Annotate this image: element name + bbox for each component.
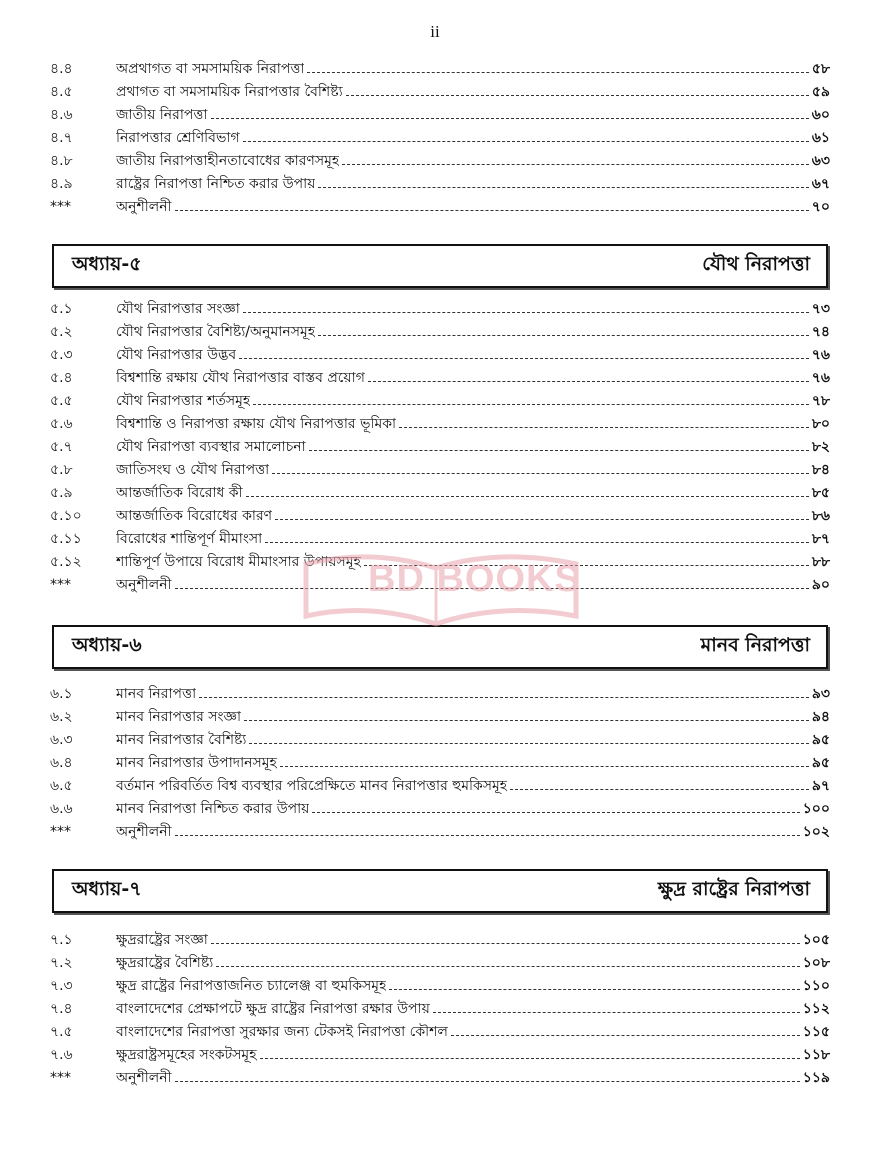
entry-page: ৬০ — [811, 107, 830, 123]
toc-entry[interactable] — [50, 998, 830, 1021]
entry-page: ৯৩ — [811, 686, 830, 702]
toc-entry[interactable] — [50, 1044, 830, 1067]
entry-title: যৌথ নিরাপত্তার শর্তসমূহ — [116, 393, 251, 409]
entry-page: ৫৮ — [811, 61, 830, 77]
entry-title: অনুশীলনী — [116, 1070, 172, 1086]
chapter-header-7 — [52, 869, 828, 913]
toc-section-6 — [50, 683, 830, 844]
entry-title: অপ্রথাগত বা সমসাময়িক নিরাপত্তা — [116, 61, 305, 77]
entry-page: ৫৯ — [811, 84, 830, 100]
entry-number: ৫.৮ — [50, 462, 73, 478]
dot-leader — [246, 496, 809, 497]
toc-entry[interactable] — [50, 321, 830, 344]
watermark-text: BD BOOKS — [368, 558, 581, 600]
entry-title: অনুশীলনী — [116, 824, 172, 840]
dot-leader — [239, 358, 809, 359]
entry-number: ৫.৪ — [50, 370, 73, 386]
dot-leader — [249, 743, 808, 744]
dot-leader — [510, 789, 809, 790]
entry-page: ৯৭ — [811, 778, 830, 794]
entry-title: যৌথ নিরাপত্তার উদ্ভব — [116, 347, 237, 363]
entry-number: ৪.৯ — [50, 176, 73, 192]
toc-entry[interactable] — [50, 436, 830, 459]
entry-number: ৫.১১ — [50, 531, 82, 547]
entry-title: বাংলাদেশের নিরাপত্তা সুরক্ষার জন্য টেকসই নিরাপত্তা কৌশল — [116, 1024, 448, 1040]
entry-title: যৌথ নিরাপত্তা ব্যবস্থার সমালোচনা — [116, 439, 306, 455]
entry-number: *** — [50, 199, 71, 215]
chapter-title: ক্ষুদ্র রাষ্ট্রের নিরাপত্তা — [657, 878, 810, 900]
entry-number: ৬.১ — [50, 686, 73, 702]
entry-number: ৬.৫ — [50, 778, 73, 794]
toc-entry[interactable] — [50, 706, 830, 729]
toc-entry[interactable] — [50, 367, 830, 390]
toc-entry[interactable] — [50, 127, 830, 150]
entry-title: আন্তর্জাতিক বিরোধ কী — [116, 485, 243, 501]
chapter-header-5 — [52, 244, 828, 288]
entry-page: ৯০ — [811, 577, 830, 593]
entry-number: ৫.১ — [50, 301, 73, 317]
dot-leader — [211, 118, 809, 119]
entry-page: ১১৮ — [802, 1047, 830, 1063]
entry-page: ৬১ — [811, 130, 830, 146]
toc-entry[interactable] — [50, 528, 830, 551]
toc-entry[interactable] — [50, 975, 830, 998]
entry-page: ৮৮ — [811, 554, 830, 570]
entry-title: অনুশীলনী — [116, 577, 172, 593]
entry-title: বিশ্বশান্তি রক্ষায় যৌথ নিরাপত্তার বাস্তব প্রয়োগ — [116, 370, 365, 386]
entry-page: ১১৯ — [802, 1070, 830, 1086]
toc-entry[interactable] — [50, 798, 830, 821]
entry-page: ১১০ — [802, 978, 830, 994]
dot-leader — [307, 72, 808, 73]
entry-number: ৪.৪ — [50, 61, 73, 77]
entry-number: ৪.৭ — [50, 130, 73, 146]
entry-number: ৫.৬ — [50, 416, 73, 432]
chapter-label: অধ্যায়-৫ — [72, 253, 142, 275]
toc-entry[interactable] — [50, 775, 830, 798]
toc-entry[interactable] — [50, 413, 830, 436]
entry-page: ৮৪ — [811, 462, 830, 478]
entry-page: ১০০ — [802, 801, 830, 817]
entry-title: রাষ্ট্রের নিরাপত্তা নিশ্চিত করার উপায় — [116, 176, 316, 192]
entry-number: ৬.২ — [50, 709, 73, 725]
entry-page: ৭৩ — [811, 301, 830, 317]
dot-leader — [199, 697, 809, 698]
dot-leader — [175, 835, 800, 836]
entry-number: ৫.১২ — [50, 554, 82, 570]
dot-leader — [243, 141, 809, 142]
dot-leader — [260, 1058, 800, 1059]
entry-page: ৮৬ — [811, 508, 830, 524]
entry-number: ৪.৬ — [50, 107, 73, 123]
toc-entry[interactable] — [50, 81, 830, 104]
chapter-title: মানব নিরাপত্তা — [700, 634, 810, 656]
entry-page: ৬৩ — [811, 153, 830, 169]
toc-entry[interactable] — [50, 1021, 830, 1044]
dot-leader — [399, 427, 809, 428]
dot-leader — [243, 312, 809, 313]
dot-leader — [175, 588, 809, 589]
entry-title: মানব নিরাপত্তার বৈশিষ্ট্য — [116, 732, 247, 748]
entry-title: বিরোধের শান্তিপূর্ণ মীমাংসা — [116, 531, 263, 547]
dot-leader — [280, 766, 809, 767]
entry-title: বাংলাদেশের প্রেক্ষাপটে ক্ষুদ্র রাষ্ট্রের নিরাপত্তা রক্ষার উপায় — [116, 1001, 430, 1017]
entry-page: ৭৮ — [811, 393, 830, 409]
dot-leader — [272, 473, 809, 474]
entry-page: ১০৮ — [802, 955, 830, 971]
chapter-label: অধ্যায়-৬ — [72, 634, 142, 656]
entry-title: ক্ষুদ্ররাষ্ট্রের সংজ্ঞা — [116, 932, 208, 948]
entry-title: বিশ্বশান্তি ও নিরাপত্তা রক্ষায় যৌথ নিরাপত্তার ভূমিকা — [116, 416, 397, 432]
entry-page: ১১৫ — [802, 1024, 830, 1040]
entry-page: ১০৫ — [802, 932, 830, 948]
entry-page: ৭৪ — [811, 324, 830, 340]
dot-leader — [368, 381, 809, 382]
entry-number: ৫.৫ — [50, 393, 73, 409]
dot-leader — [275, 519, 809, 520]
entry-title: মানব নিরাপত্তা — [116, 686, 197, 702]
entry-number: ৫.২ — [50, 324, 73, 340]
entry-number: ৭.২ — [50, 955, 73, 971]
dot-leader — [318, 335, 809, 336]
entry-title: নিরাপত্তার শ্রেণিবিভাগ — [116, 130, 240, 146]
entry-page: ১০২ — [802, 824, 830, 840]
toc-section-4 — [50, 58, 830, 219]
dot-leader — [342, 164, 809, 165]
dot-leader — [389, 989, 799, 990]
toc-entry[interactable] — [50, 551, 830, 574]
dot-leader — [433, 1012, 800, 1013]
toc-entry[interactable] — [50, 173, 830, 196]
entry-title: ক্ষুদ্ররাষ্ট্রসমূহের সংকটসমূহ — [116, 1047, 257, 1063]
entry-number: ৫.১০ — [50, 508, 82, 524]
entry-page: ৭৬ — [811, 347, 830, 363]
entry-title: যৌথ নিরাপত্তার সংজ্ঞা — [116, 301, 240, 317]
dot-leader — [253, 404, 809, 405]
entry-title: যৌথ নিরাপত্তার বৈশিষ্ট্য/অনুমানসমূহ — [116, 324, 316, 340]
toc-entry[interactable] — [50, 58, 830, 81]
entry-number: ৪.৮ — [50, 153, 73, 169]
entry-title: আন্তর্জাতিক বিরোধের কারণ — [116, 508, 273, 524]
entry-title: ক্ষুদ্র রাষ্ট্রের নিরাপত্তাজনিত চ্যালেঞ্জ বা হুমকিসমূহ — [116, 978, 387, 994]
dot-leader — [318, 187, 808, 188]
dot-leader — [244, 720, 809, 721]
entry-number: *** — [50, 1070, 71, 1086]
dot-leader — [346, 95, 809, 96]
entry-page: ৭০ — [811, 199, 830, 215]
entry-number: ৬.৩ — [50, 732, 73, 748]
chapter-header-6 — [52, 625, 828, 669]
dot-leader — [211, 943, 800, 944]
entry-title: বর্তমান পরিবর্তিত বিশ্ব ব্যবস্থার পরিপ্রেক্ষিতে মানব নিরাপত্তার হুমকিসমূহ — [116, 778, 508, 794]
toc-entry[interactable] — [50, 574, 830, 597]
dot-leader — [309, 450, 809, 451]
entry-page: ৮৫ — [811, 485, 830, 501]
dot-leader — [265, 542, 809, 543]
entry-number: *** — [50, 824, 71, 840]
entry-title: মানব নিরাপত্তার সংজ্ঞা — [116, 709, 242, 725]
toc-entry[interactable] — [50, 929, 830, 952]
entry-title: প্রথাগত বা সমসাময়িক নিরাপত্তার বৈশিষ্ট্য — [116, 84, 343, 100]
dot-leader — [175, 1081, 800, 1082]
toc-entry[interactable] — [50, 298, 830, 321]
entry-page: ১১২ — [802, 1001, 830, 1017]
toc-section-7 — [50, 929, 830, 1090]
entry-title: মানব নিরাপত্তা নিশ্চিত করার উপায় — [116, 801, 310, 817]
entry-title: জাতিসংঘ ও যৌথ নিরাপত্তা — [116, 462, 270, 478]
toc-entry[interactable] — [50, 196, 830, 219]
entry-title: জাতীয় নিরাপত্তা — [116, 107, 208, 123]
entry-page: ৯৫ — [811, 755, 830, 771]
toc-entry[interactable] — [50, 150, 830, 173]
dot-leader — [451, 1035, 800, 1036]
chapter-title: যৌথ নিরাপত্তা — [702, 253, 810, 275]
entry-number: ৭.৬ — [50, 1047, 73, 1063]
toc-entry[interactable] — [50, 104, 830, 127]
entry-number: *** — [50, 577, 71, 593]
entry-number: ৬.৬ — [50, 801, 73, 817]
toc-entry[interactable] — [50, 459, 830, 482]
entry-title: শান্তিপূর্ণ উপায়ে বিরোধ মীমাংসার উপায়সমূহ — [116, 554, 361, 570]
toc-entry[interactable] — [50, 390, 830, 413]
toc-entry[interactable] — [50, 821, 830, 844]
entry-page: ৭৬ — [811, 370, 830, 386]
entry-page: ৮০ — [811, 416, 830, 432]
entry-number: ৪.৫ — [50, 84, 73, 100]
entry-title: অনুশীলনী — [116, 199, 172, 215]
entry-page: ৯৪ — [811, 709, 830, 725]
entry-number: ৭.৩ — [50, 978, 73, 994]
entry-number: ৭.৫ — [50, 1024, 73, 1040]
toc-entry[interactable] — [50, 344, 830, 367]
dot-leader — [364, 565, 809, 566]
dot-leader — [175, 210, 809, 211]
entry-page: ৮৭ — [811, 531, 830, 547]
toc-entry[interactable] — [50, 1067, 830, 1090]
entry-number: ৭.৪ — [50, 1001, 73, 1017]
entry-number: ৫.৯ — [50, 485, 73, 501]
chapter-label: অধ্যায়-৭ — [72, 878, 142, 900]
entry-title: ক্ষুদ্ররাষ্ট্রের বৈশিষ্ট্য — [116, 955, 214, 971]
toc-entry[interactable] — [50, 482, 830, 505]
dot-leader — [216, 966, 799, 967]
entry-page: ৬৭ — [811, 176, 830, 192]
toc-entry[interactable] — [50, 752, 830, 775]
toc-entry[interactable] — [50, 952, 830, 975]
entry-number: ৫.৭ — [50, 439, 73, 455]
toc-entry[interactable] — [50, 729, 830, 752]
entry-number: ৭.১ — [50, 932, 73, 948]
entry-page: ৮২ — [811, 439, 830, 455]
entry-page: ৯৫ — [811, 732, 830, 748]
entry-title: জাতীয় নিরাপত্তাহীনতাবোধের কারণসমূহ — [116, 153, 340, 169]
entry-number: ৫.৩ — [50, 347, 73, 363]
toc-entry[interactable] — [50, 505, 830, 528]
dot-leader — [312, 812, 799, 813]
entry-title: মানব নিরাপত্তার উপাদানসমূহ — [116, 755, 277, 771]
entry-number: ৬.৪ — [50, 755, 73, 771]
toc-entry[interactable] — [50, 683, 830, 706]
page-number: ii — [430, 22, 440, 41]
toc-section-5 — [50, 298, 830, 597]
